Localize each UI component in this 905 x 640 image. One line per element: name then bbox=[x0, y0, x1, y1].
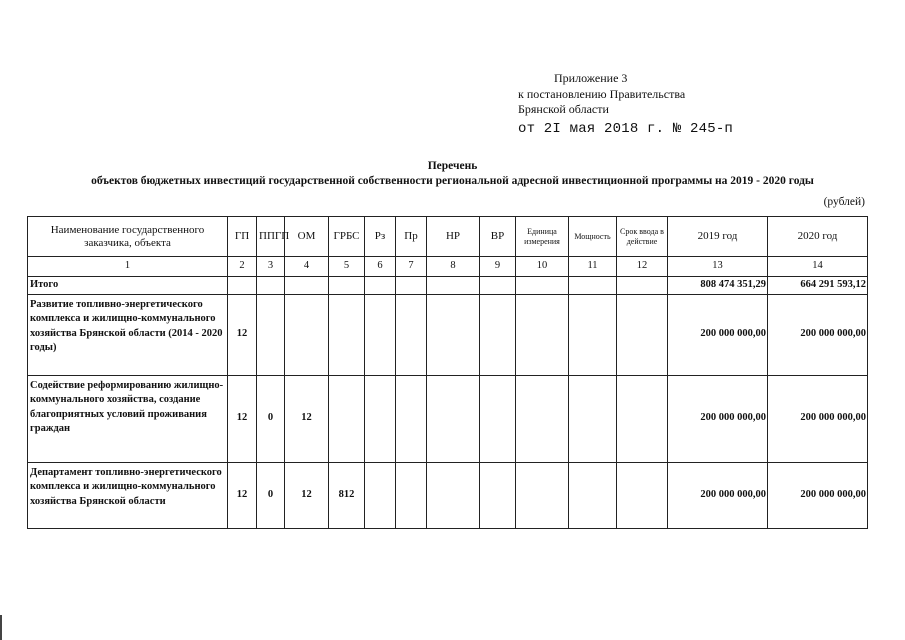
column-number: 2 bbox=[228, 257, 257, 277]
om-code: 12 bbox=[285, 375, 329, 462]
total-label: Итого bbox=[28, 277, 228, 295]
header-grbs: ГРБС bbox=[329, 217, 365, 257]
header-np: НР bbox=[427, 217, 480, 257]
header-vr: ВР bbox=[480, 217, 516, 257]
table-row bbox=[28, 462, 868, 528]
column-number: 11 bbox=[569, 257, 617, 277]
ppgp-code: 0 bbox=[257, 375, 285, 462]
column-number: 14 bbox=[768, 257, 868, 277]
document-title: Перечень bbox=[427, 160, 478, 172]
object-name: Департамент топливно-энергетического комплекса и жилищно-коммунального хозяйства Брянской области bbox=[28, 462, 228, 528]
column-number: 1 bbox=[28, 257, 228, 277]
units-label: (рублей) bbox=[823, 196, 865, 208]
header-capacity: Мощность bbox=[569, 217, 617, 257]
header-term: Срок ввода в действие bbox=[617, 217, 668, 257]
gp-code: 12 bbox=[228, 294, 257, 375]
column-number: 9 bbox=[480, 257, 516, 277]
total-row bbox=[28, 277, 868, 295]
header-rz: Рз bbox=[365, 217, 396, 257]
header-2019: 2019 год bbox=[668, 217, 768, 257]
grbs-code bbox=[329, 294, 365, 375]
amount-2019: 200 000 000,00 bbox=[668, 375, 768, 462]
table-row bbox=[28, 294, 868, 375]
om-code: 12 bbox=[285, 462, 329, 528]
gp-code: 12 bbox=[228, 462, 257, 528]
grbs-code: 812 bbox=[329, 462, 365, 528]
region-label: Брянской области bbox=[518, 102, 609, 116]
om-code bbox=[285, 294, 329, 375]
ppgp-code: 0 bbox=[257, 462, 285, 528]
column-number: 12 bbox=[617, 257, 668, 277]
column-number: 5 bbox=[329, 257, 365, 277]
resolution-date-number: от 2I мая 2018 г. № 245-п bbox=[518, 120, 734, 137]
column-number-row bbox=[28, 257, 868, 277]
gp-code: 12 bbox=[228, 375, 257, 462]
amount-2020: 200 000 000,00 bbox=[768, 294, 868, 375]
amount-2020: 200 000 000,00 bbox=[768, 375, 868, 462]
amount-2020: 200 000 000,00 bbox=[768, 462, 868, 528]
column-number: 6 bbox=[365, 257, 396, 277]
column-number: 7 bbox=[396, 257, 427, 277]
scan-edge-mark bbox=[0, 615, 2, 640]
column-number: 10 bbox=[516, 257, 569, 277]
resolution-label: к постановлению Правительства bbox=[518, 86, 686, 101]
header-om: ОМ bbox=[285, 217, 329, 257]
header-2020: 2020 год bbox=[768, 217, 868, 257]
amount-2019: 200 000 000,00 bbox=[668, 294, 768, 375]
header-name: Наименование государственного заказчика, объекта bbox=[28, 217, 228, 257]
total-2020: 664 291 593,12 bbox=[768, 277, 868, 295]
header-pr: Пр bbox=[396, 217, 427, 257]
ppgp-code bbox=[257, 294, 285, 375]
column-number: 3 bbox=[257, 257, 285, 277]
object-name: Развитие топливно-энергетического комплекса и жилищно-коммунального хозяйства Брянской области (2014 - 2020 годы) bbox=[28, 294, 228, 375]
appendix-label: Приложение 3 bbox=[554, 71, 628, 85]
table-row bbox=[28, 375, 868, 462]
header-row bbox=[28, 217, 868, 257]
object-name: Содействие реформированию жилищно-коммунального хозяйства, создание благоприятных условий проживания граждан bbox=[28, 375, 228, 462]
column-number: 4 bbox=[285, 257, 329, 277]
total-2019: 808 474 351,29 bbox=[668, 277, 768, 295]
approval-stamp bbox=[518, 71, 733, 137]
header-unit: Единица измерения bbox=[516, 217, 569, 257]
investment-table bbox=[27, 216, 868, 529]
column-number: 8 bbox=[427, 257, 480, 277]
header-gp: ГП bbox=[228, 217, 257, 257]
document-subtitle: объектов бюджетных инвестиций государственной собственности региональной адресной инвестиционной программы на 2019 - 2020 годы bbox=[91, 175, 814, 187]
grbs-code bbox=[329, 375, 365, 462]
header-ppgp: ППГП bbox=[257, 217, 285, 257]
amount-2019: 200 000 000,00 bbox=[668, 462, 768, 528]
column-number: 13 bbox=[668, 257, 768, 277]
